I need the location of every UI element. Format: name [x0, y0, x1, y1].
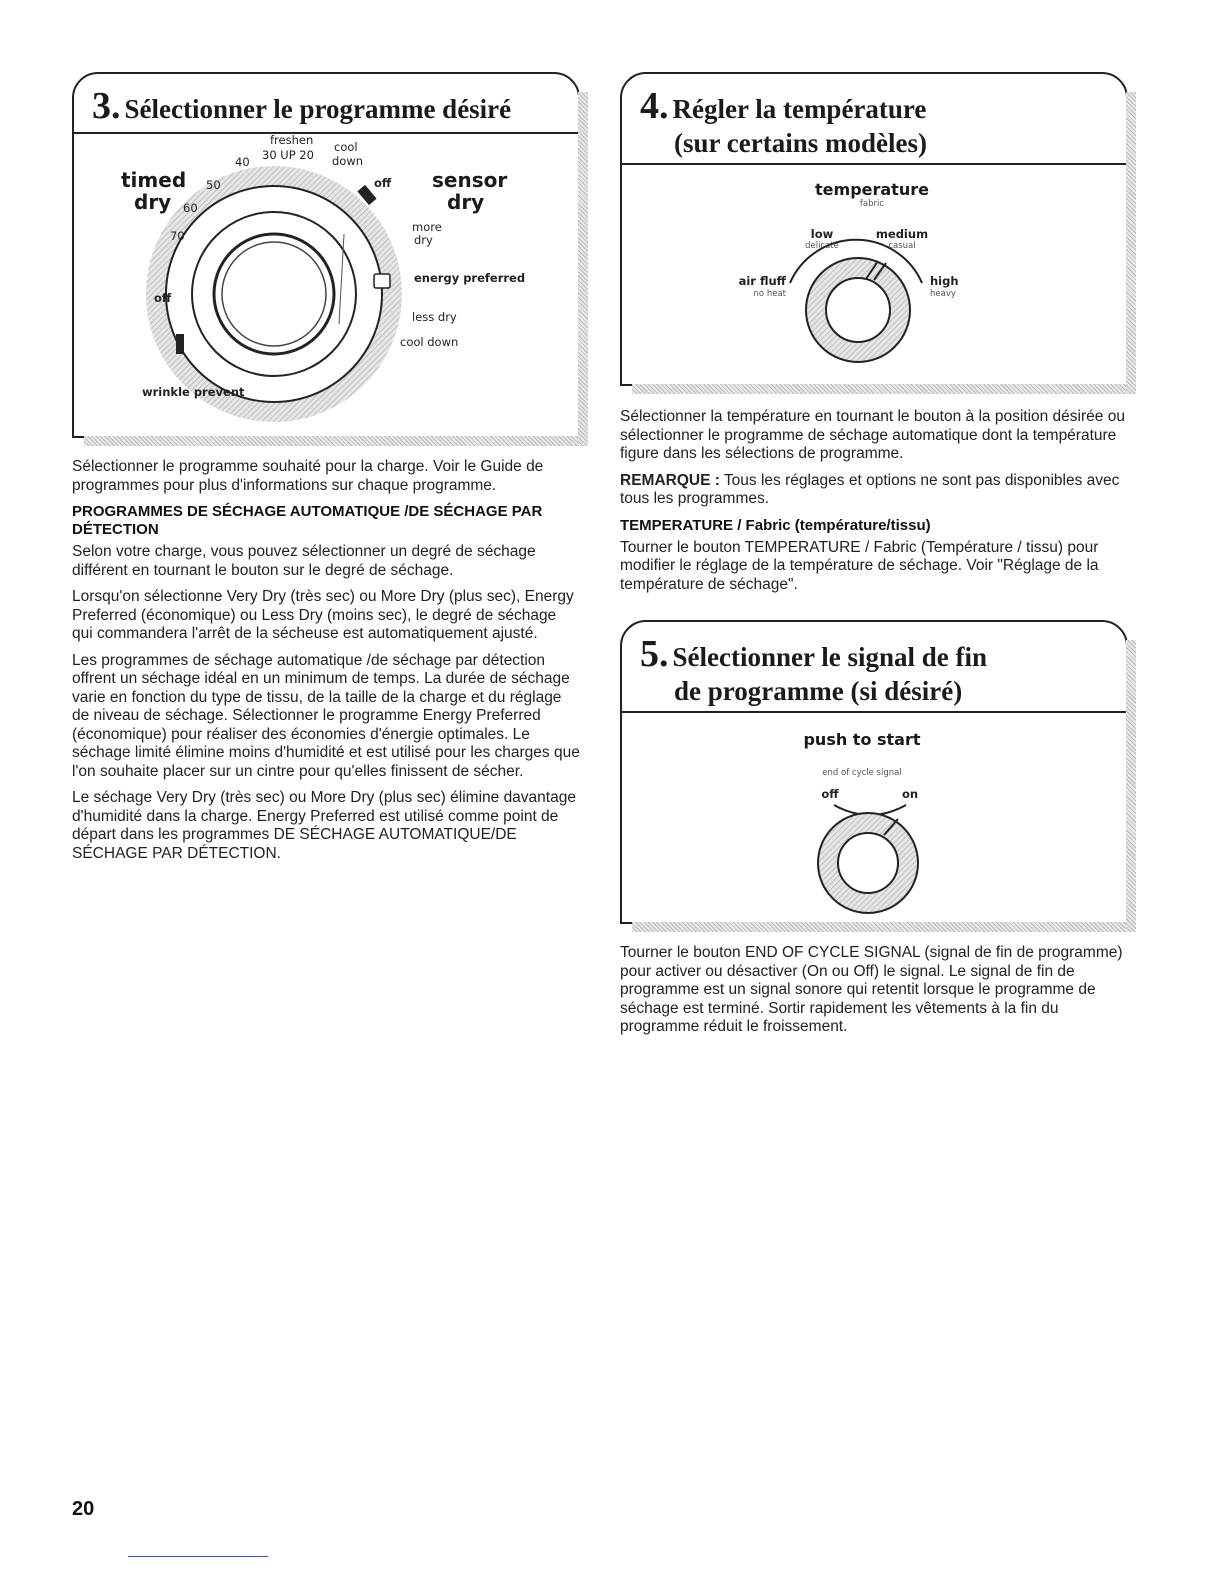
section-3-title: Sélectionner le programme désiré — [124, 94, 512, 124]
low-label: low — [810, 227, 834, 241]
section-5-heading — [622, 622, 1126, 713]
section-4-subheading: TEMPERATURE / Fabric (température/tissu) — [620, 516, 931, 534]
cycle-dial-illustration — [74, 134, 574, 444]
section-5-title-line-1: Sélectionner le signal de fin — [672, 642, 987, 672]
section-3-subheading: PROGRAMMES DE SÉCHAGE AUTOMATIQUE /DE SÉCHAGE PAR DÉTECTION — [72, 503, 543, 538]
off-marker — [176, 334, 184, 354]
temperature-dial-figure — [622, 165, 1126, 390]
end-of-cycle-signal-label: end of cycle signal — [822, 768, 902, 778]
casual-label: casual — [888, 241, 916, 251]
no-heat-label: no heat — [753, 289, 786, 299]
section-3 — [72, 72, 580, 871]
sensor-dry-label: dry — [447, 190, 485, 214]
fabric-label: fabric — [859, 199, 885, 209]
signal-dial-illustration — [622, 713, 1122, 923]
section-3-heading — [74, 74, 578, 134]
cycle-dial-knob[interactable] — [214, 234, 334, 354]
section-5-panel — [620, 620, 1128, 924]
section-4-title-line-1: Régler la température — [672, 94, 927, 124]
section-3-number: 3. — [92, 85, 121, 127]
remarque-text: Tous les réglages et options ne sont pas disponibles avec tous les programmes. — [620, 471, 1120, 507]
temperature-dial-illustration — [622, 165, 1122, 385]
right-column — [620, 72, 1128, 1045]
tick-70: 70 — [170, 229, 185, 243]
section-5-number: 5. — [640, 633, 669, 675]
signal-dial-figure — [622, 713, 1126, 928]
sensor-off-label: off — [374, 176, 392, 190]
freshen-up-label: 30 UP 20 — [262, 148, 314, 162]
timed-label: timed — [121, 168, 187, 192]
section-3-paragraph-4: Les programmes de séchage automatique /de séchage par détection offrent un séchage idéal en un minimum de temps. La durée de séchage varie en fonction du type de tissu, de la taille de la charge et du réglage de niveau de séchage. Sélectionner le programme Energy Preferred (économique) pour réaliser des économies d'énergie optimales. Le séchage limité élimine moins d'humidité et est utilisé pour les charges que l'on souhaite placer sur un cintre pour qu'elles finissent de sécher. — [72, 651, 580, 780]
remarque-label: REMARQUE : — [620, 471, 720, 489]
wrinkle-prevent-label: wrinkle prevent — [142, 385, 245, 399]
section-3-paragraph-3: Lorsqu'on sélectionne Very Dry (très sec) ou More Dry (plus sec), Energy Preferred (économique) ou Less Dry (moins sec), le degré de séchage qui commandera l'arrêt de la sécheuse est automatiquement ajusté. — [72, 588, 574, 642]
cool-down-label: cool down — [400, 335, 459, 349]
delicate-label: delicate — [805, 241, 839, 251]
signal-on-label: on — [901, 787, 919, 801]
tick-40: 40 — [235, 155, 250, 169]
cool-label: cool — [334, 140, 358, 154]
section-4-panel — [620, 72, 1128, 386]
high-label: high — [930, 274, 959, 288]
section-4-number: 4. — [640, 85, 669, 127]
tick-50: 50 — [206, 178, 221, 192]
energy-preferred-marker — [374, 274, 390, 288]
section-4-title-line-2: (sur certains modèles) — [674, 128, 927, 158]
section-4-paragraph-2: Tourner le bouton TEMPERATURE / Fabric (Température / tissu) pour modifier le réglage de la température de séchage. Voir "Réglage de la température de séchage". — [620, 538, 1099, 593]
push-to-start-label: push to start — [803, 730, 921, 749]
energy-preferred-label: energy preferred — [414, 271, 526, 285]
footer-rule — [128, 1556, 268, 1557]
section-4-paragraph-1: Sélectionner la température en tournant le bouton à la position désirée ou sélectionner le programme de séchage automatique dont la température figure dans les sélections de programme. — [620, 408, 1125, 462]
section-5-title-line-2: de programme (si désiré) — [674, 676, 963, 706]
heavy-label: heavy — [930, 289, 956, 299]
medium-label: medium — [875, 227, 929, 241]
section-4-remarque — [620, 472, 1128, 509]
sensor-label: sensor — [432, 168, 508, 192]
section-3-paragraph-2: Selon votre charge, vous pouvez sélectionner un degré de séchage différent en tournant le bouton sur le degré de séchage. — [72, 543, 536, 579]
signal-off-label: off — [821, 787, 839, 801]
less-dry-label: less dry — [412, 310, 457, 324]
timed-off-label: off — [154, 291, 172, 305]
timed-dry-label: dry — [134, 190, 172, 214]
more-label: more — [412, 220, 442, 234]
tick-60: 60 — [183, 201, 198, 215]
section-4-heading — [622, 74, 1126, 165]
more-dry-label: dry — [414, 233, 433, 247]
section-5-paragraph-1: Tourner le bouton END OF CYCLE SIGNAL (signal de fin de programme) pour activer ou désactiver (On ou Off) le signal. Le signal de fin de programme est un signal sonore qui retentit lorsque le programme de séchage est terminé. Sortir rapidement les vêtements à la fin du programme réduit le froissement. — [620, 944, 1123, 1035]
section-3-paragraph-1: Sélectionner le programme souhaité pour la charge. Voir le Guide de programmes pour plus d'informations sur chaque programme. — [72, 458, 544, 494]
page-number: 20 — [72, 1498, 95, 1520]
down-label: down — [332, 154, 364, 168]
air-fluff-label: air fluff — [738, 274, 786, 288]
cycle-dial-figure — [74, 134, 578, 449]
section-3-panel — [72, 72, 580, 438]
section-3-paragraph-5: Le séchage Very Dry (très sec) ou More Dry (plus sec) élimine davantage d'humidité dans la charge. Energy Preferred est utilisé comme point de départ dans les programmes DE SÉCHAGE AUTOMATIQUE/DE SÉCHAGE PAR DÉTECTION. — [72, 789, 576, 862]
freshen-label: freshen — [270, 134, 314, 147]
temperature-label: temperature — [815, 180, 929, 199]
